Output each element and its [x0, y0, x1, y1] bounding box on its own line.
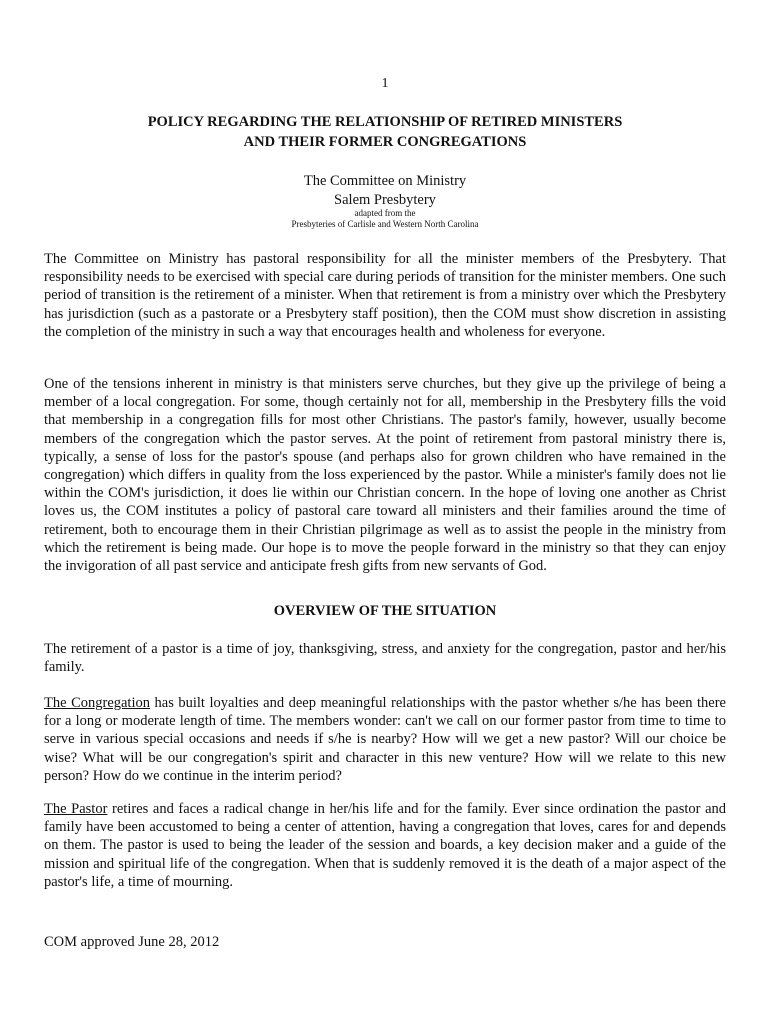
congregation-label: The Congregation	[44, 695, 150, 711]
document-title	[0, 112, 770, 152]
committee-name: The Committee on Ministry	[303, 173, 467, 189]
committee-block	[0, 172, 770, 210]
source-presbyteries: Presbyteries of Carlisle and Western North Carolina	[291, 219, 479, 229]
presbytery-name: Salem Presbytery	[334, 192, 436, 208]
congregation-text: has built loyalties and deep meaningful relationships with the pastor whether s/he has been there for a long or moderate length of time. The members wonder: can't we call on our former pastor from time to time to serve in various special occasions and needs if s/he is nearby? How will we get a new pastor? Will our choice be wise? What will be our congregation's spirit and character in this new venture? How will we relate to this new person? How do we continue in the interim period?	[44, 695, 726, 784]
intro-paragraph-1: The Committee on Ministry has pastoral responsibility for all the minister members of the Presbytery. That responsibility needs to be exercised with special care during periods of transition for the minister members. One such period of transition is the retirement of a minister. When that retirement is from a ministry over which the Presbytery has jurisdiction (such as a pastorate or a Presbytery staff position), then the COM must show discretion in assisting the completion of the ministry in such a way that encourages health and wholeness for everyone.	[44, 251, 726, 340]
page-number: 1	[381, 76, 389, 91]
pastor-paragraph	[44, 800, 726, 891]
title-line-1: POLICY REGARDING THE RELATIONSHIP OF RETIRED MINISTERS	[147, 114, 623, 130]
overview-heading: OVERVIEW OF THE SITUATION	[273, 603, 497, 619]
intro-paragraph-2: One of the tensions inherent in ministry is that ministers serve churches, but they give up the privilege of being a member of a local congregation. For some, though certainly not for all, membership in the Presbytery fills the void that membership in a congregation fills for most other Christians. The pastor's family, however, usually become members of the congregation which the pastor serves. At the point of retirement from pastoral ministry there is, typically, a sense of loss for the pastor's spouse (and perhaps also for grown children who have remained in the congregation) which differs in quality from the loss experienced by the pastor. While a minister's family does not lie within the COM's jurisdiction, it does lie within our Christian concern. In the hope of loving one another as Christ loves us, the COM institutes a policy of pastoral care toward all ministers and their families around the time of retirement, both to encourage them in their Christian pilgrimage as well as to assist the people in the ministry from which the retirement is being made. Our hope is to move the people forward in the ministry so that they can enjoy the invigoration of all past service and anticipate fresh gifts from new servants of God.	[44, 376, 726, 575]
congregation-paragraph	[44, 694, 726, 785]
pastor-text: retires and faces a radical change in her/his life and for the family. Ever since ordination the pastor and family have been accustomed to being a center of attention, having a congregation that loves, cares for and depends on them. The pastor is used to being the leader of the session and boards, a key decision maker and a guide of the mission and spiritual life of the congregation. When that is suddenly removed it is the death of a major aspect of the pastor's life, a time of mourning.	[44, 801, 727, 890]
adapted-from-block	[0, 208, 770, 230]
pastor-label: The Pastor	[44, 801, 108, 817]
title-line-2: AND THEIR FORMER CONGREGATIONS	[243, 134, 527, 150]
overview-paragraph: The retirement of a pastor is a time of joy, thanksgiving, stress, and anxiety for the congregation, pastor and her/his family.	[44, 641, 726, 676]
adapted-from-text: adapted from the	[354, 208, 416, 218]
approval-footer: COM approved June 28, 2012	[44, 934, 220, 950]
